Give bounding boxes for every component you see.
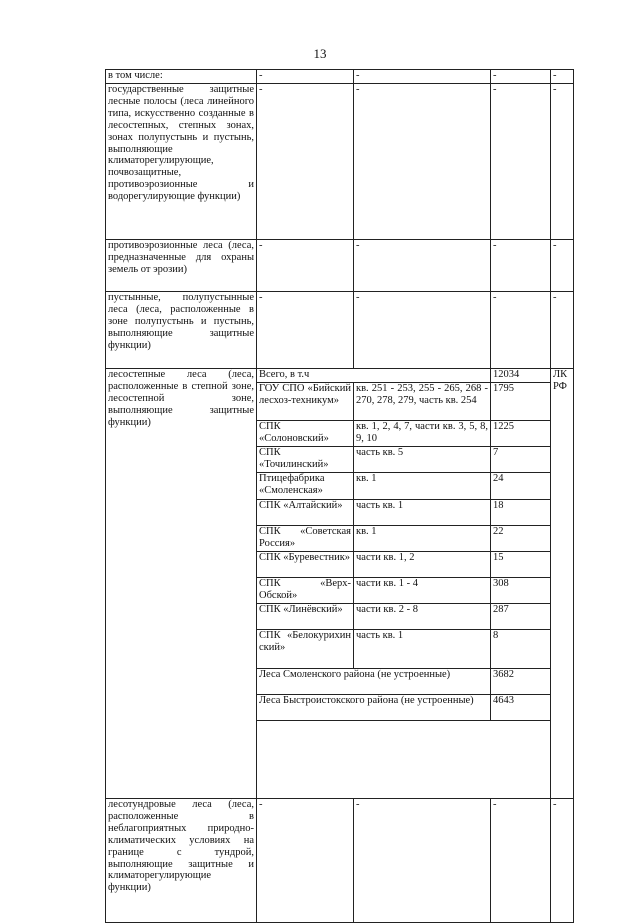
forest-table [105,69,574,923]
quarter-list: часть кв. 1 [354,500,491,526]
dash-cell: - [257,84,354,240]
area-value: 287 [491,604,551,630]
area-value: 4643 [491,695,551,721]
quarter-list: кв. 1 [354,526,491,552]
table-row [106,369,574,383]
dash-cell: - [551,84,574,240]
row-label: лесостепные леса (леса, расположенные в степной зоне, лесостепной зоне, выполняющие защитные функции) [106,369,257,799]
quarter-list: часть кв. 5 [354,447,491,473]
dash-cell: - [551,70,574,84]
dash-cell: - [491,799,551,923]
area-value: 24 [491,473,551,500]
table-row [106,799,574,923]
page-number: 13 [313,46,327,61]
row-label: противоэрозионные леса (леса, предназначенные для охраны земель от эрозии) [106,240,257,292]
dash-cell: - [491,292,551,369]
area-value: 15 [491,552,551,578]
table-row [106,240,574,292]
dash-cell: - [491,240,551,292]
dash-cell: - [354,799,491,923]
table-row [106,70,574,84]
org-name: СПК «Верх-Обской» [257,578,354,604]
quarter-list: части кв. 2 - 8 [354,604,491,630]
row-label: государственные защитные лесные полосы (леса линейного типа, искусственно созданные в лесостепных, степных зонах, зонах полупустынь и пустынь, выполняющие климаторегулирующие, почвозащитные, противоэрозионные и водорегулирующие функции) [106,84,257,240]
org-name: СПК «Линёвский» [257,604,354,630]
row-label: в том числе: [106,70,257,84]
org-name: Птицефабрика «Смоленская» [257,473,354,500]
area-value: 7 [491,447,551,473]
org-name: ГОУ СПО «Бийский лесхоз-техникум» [257,383,354,421]
area-value: 8 [491,630,551,669]
dash-cell: - [551,292,574,369]
dash-cell: - [257,240,354,292]
dash-cell: - [491,84,551,240]
quarter-list: кв. 1, 2, 4, 7, части кв. 3, 5, 8, 9, 10 [354,421,491,447]
total-label: Всего, в т.ч [257,369,491,383]
dash-cell: - [257,70,354,84]
area-value: 308 [491,578,551,604]
dash-cell: - [257,799,354,923]
area-value: 3682 [491,669,551,695]
dash-cell: - [354,70,491,84]
org-name: СПК «Алтайский» [257,500,354,526]
quarter-list: части кв. 1, 2 [354,552,491,578]
dash-cell: - [354,84,491,240]
org-name: СПК «Белокурихинский» [257,630,354,669]
org-name: СПК «Буревестник» [257,552,354,578]
total-value: 12034 [491,369,551,383]
dash-cell: - [354,240,491,292]
area-value: 1225 [491,421,551,447]
unsurveyed-forest: Леса Быстроистокского района (не устроенные) [257,695,491,721]
org-name: СПК «Советская Россия» [257,526,354,552]
unsurveyed-forest: Леса Смоленского района (не устроенные) [257,669,491,695]
quarter-list: кв. 251 - 253, 255 - 265, 268 - 270, 278, 279, часть кв. 254 [354,383,491,421]
org-name: СПК «Точилинский» [257,447,354,473]
quarter-list: кв. 1 [354,473,491,500]
dash-cell: - [491,70,551,84]
quarter-list: часть кв. 1 [354,630,491,669]
empty-cell [257,721,551,799]
dash-cell: - [257,292,354,369]
quarter-list: части кв. 1 - 4 [354,578,491,604]
row-label: пустынные, полупустынные леса (леса, расположенные в зоне полупустынь и пустынь, выполняющие защитные функции) [106,292,257,369]
area-value: 22 [491,526,551,552]
dash-cell: - [551,799,574,923]
dash-cell: - [354,292,491,369]
table-row [106,292,574,369]
table-row [106,84,574,240]
dash-cell: - [551,240,574,292]
legal-basis: ЛК РФ [551,369,574,799]
org-name: СПК «Солоновский» [257,421,354,447]
area-value: 1795 [491,383,551,421]
row-label: лесотундровые леса (леса, расположенные в неблагоприятных природно-климатических условиях на границе с тундрой, выполняющие защитные и климаторегулирующие функции) [106,799,257,923]
area-value: 18 [491,500,551,526]
